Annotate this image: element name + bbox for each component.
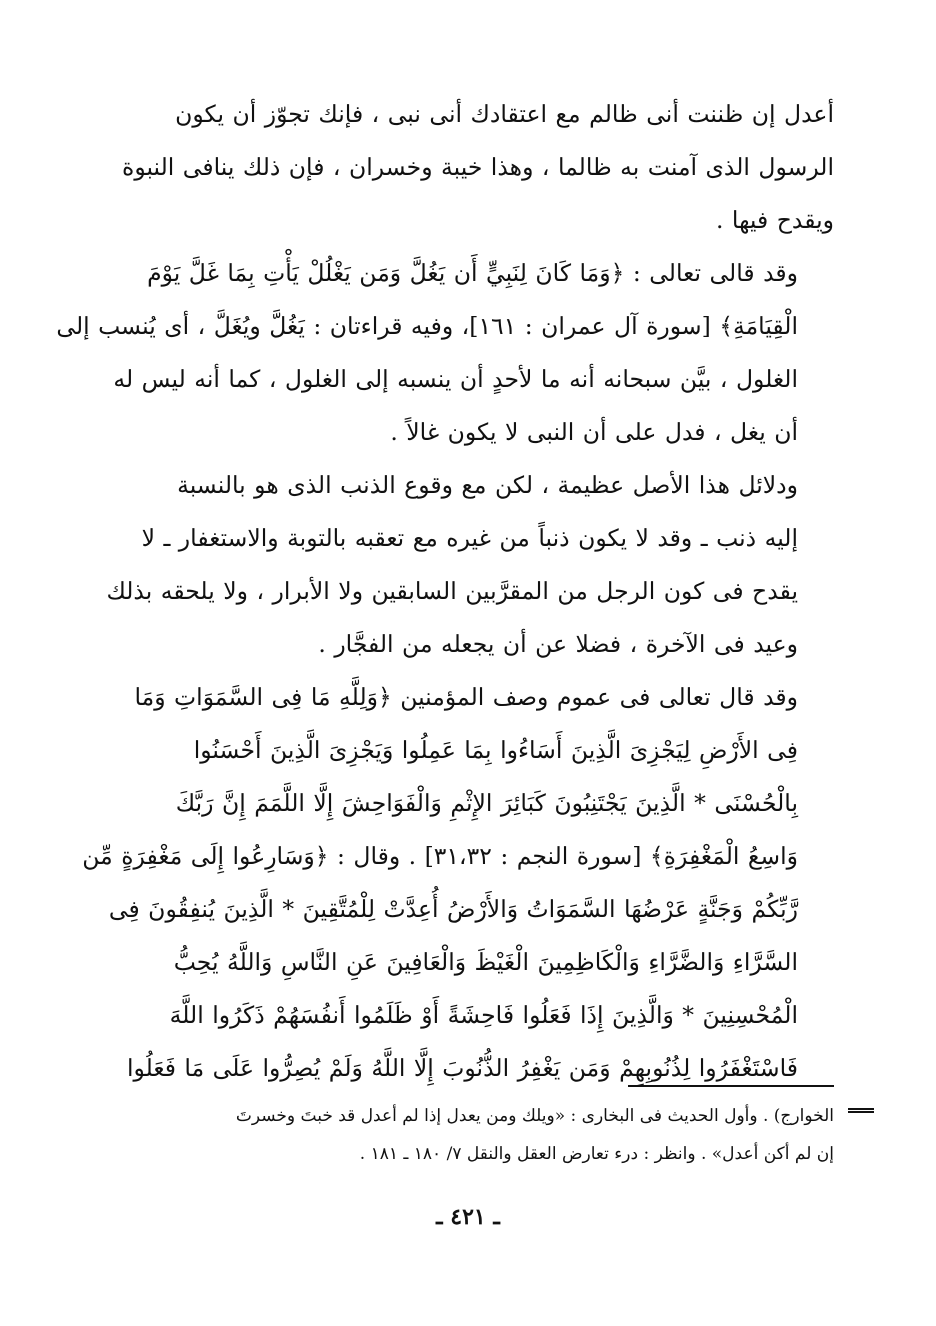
page-number: ـ ٤٢١ ـ [436, 1204, 500, 1230]
text-line: أعدل إن ظننت أنى ظالم مع اعتقادك أنى نبى ، فإنك تجوّز أن يكون [175, 100, 834, 128]
main-text [56, 88, 834, 1095]
footnote-separator [628, 1085, 834, 1087]
paragraph-1 [122, 88, 834, 247]
text-line: الْقِيَامَةِ﴾ [سورة آل عمران : ١٦١]، وفيه قراءتان : يَغُلَّ ويُغَلَّ ، أى يُنسب إلى [56, 312, 798, 340]
text-line: فَاسْتَغْفَرُوا لِذُنُوبِهِمْ وَمَن يَغْفِرُ الذُّنُوبَ إِلَّا اللَّهُ وَلَمْ يُصِرُّوا عَلَى مَا فَعَلُوا [126, 1054, 798, 1082]
footnote-line: إن لم أكن أعدل» . وانظر : درء تعارض العقل والنقل ٧/ ١٨٠ ـ ١٨١ . [359, 1144, 834, 1164]
text-line: السَّرَّاءِ وَالضَّرَّاءِ وَالْكَاظِمِينَ الْغَيْظَ وَالْعَافِينَ عَنِ النَّاسِ وَاللَّهُ يُحِبُّ [173, 948, 798, 976]
text-line: بِالْحُسْنَى * الَّذِينَ يَجْتَنِبُونَ كَبَائِرَ الإِثْمِ وَالْفَوَاحِشَ إِلَّا اللَّمَمَ إِنَّ رَبَّكَ [175, 789, 798, 817]
text-line: وقد قال تعالى فى عموم وصف المؤمنين ﴿وَلِلَّهِ مَا فِى السَّمَوَاتِ وَمَا [134, 683, 798, 711]
text-line: وقد قالى تعالى : ﴿وَمَا كَانَ لِنَبِيٍّ أَن يَغُلَّ وَمَن يَغْلُلْ يَأْتِ بِمَا غَلَّ يَوْمَ [147, 259, 798, 287]
text-line: رَّبِّكُمْ وَجَنَّةٍ عَرْضُهَا السَّمَوَاتُ وَالأَرْضُ أُعِدَّتْ لِلْمُتَّقِينَ * الَّذِينَ يُنفِقُونَ فِى [108, 895, 798, 923]
text-line: يقدح فى كون الرجل من المقرَّبين السابقين ولا الأبرار ، ولا يلحقه بذلك [106, 577, 798, 605]
margin-mark [848, 1108, 874, 1113]
text-line: الغلول ، بيَّن سبحانه أنه ما لأحدٍ أن ينسبه إلى الغلول ، كما أنه ليس له [113, 365, 798, 393]
footnote [132, 1097, 834, 1173]
text-line: ودلائل هذا الأصل عظيمة ، لكن مع وقوع الذنب الذى هو بالنسبة [177, 471, 798, 499]
text-line: إليه ذنب ـ وقد لا يكون ذنباً من غيره مع تعقبه بالتوبة والاستغفار ـ لا [141, 524, 798, 552]
text-line: وَاسِعُ الْمَغْفِرَةِ﴾ [سورة النجم : ٣١،٣٢] . وقال : ﴿وَسَارِعُوا إِلَى مَغْفِرَةٍ مِّن [82, 842, 798, 870]
text-line: الرسول الذى آمنت به ظالما ، وهذا خيبة وخسران ، فإن ذلك ينافى النبوة [122, 153, 834, 181]
footnote-line: الخوارج) . وأول الحديث فى البخارى : «ويلك ومن يعدل إذا لم أعدل قد خبتَ وخسرتَ [235, 1106, 834, 1126]
text-line: الْمُحْسِنِينَ * وَالَّذِينَ إِذَا فَعَلُوا فَاحِشَةً أَوْ ظَلَمُوا أَنفُسَهُمْ ذَكَرُوا اللَّهَ [169, 1001, 798, 1029]
text-line: أن يغل ، فدل على أن النبى لا يكون غالاً . [390, 418, 798, 446]
text-line: ويقدح فيها . [715, 206, 834, 234]
text-line: فِى الأَرْضِ لِيَجْزِىَ الَّذِينَ أَسَاءُوا بِمَا عَمِلُوا وَيَجْزِىَ الَّذِينَ أَحْسَنُوا [193, 736, 798, 764]
text-line: وعيد فى الآخرة ، فضلا عن أن يجعله من الفجَّار . [318, 630, 798, 658]
paragraph-4 [82, 671, 834, 1095]
paragraph-3 [106, 459, 834, 671]
paragraph-2 [56, 247, 834, 459]
